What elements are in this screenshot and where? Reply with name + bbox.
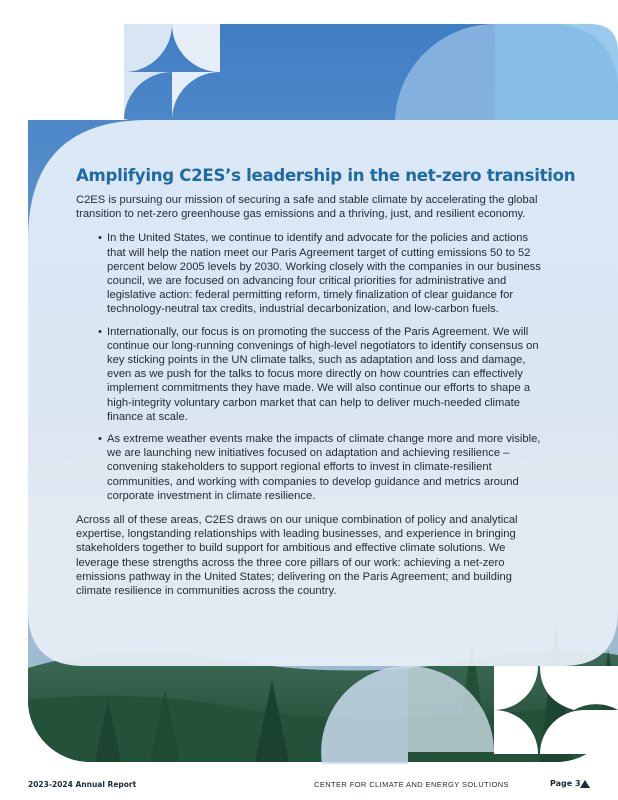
page-number: Page 3: [550, 779, 581, 788]
intro-paragraph: C2ES is pursuing our mission of securing a safe and stable climate by accelerating the global transition to net-zero greenhouse gas emissions and a thriving, just, and resilient economy.: [76, 194, 538, 221]
list-item-resilience: • As extreme weather events make the impacts of climate change more and more visible, we are launching new initiatives focused on adaptation and achieving resilience – convening stakeholders to support regional efforts to invest in climate-resilient communities, and working with companies to develop guidance and metrics around corporate investment in climate resilience.: [76, 432, 542, 503]
article-body: [76, 166, 576, 608]
footer-report-title: 2023-2024 Annual Report: [28, 780, 137, 789]
list-item-international: • Internationally, our focus is on promoting the success of the Paris Agreement. We will continue our long-running convenings of high-level negotiators to identify consensus on key sticking points in the UN climate talks, such as adaptation and loss and damage, even as we push for the talks to focus more directly on how countries can effectively implement commitments they have made. We will also continue our efforts to shape a high-integrity voluntary carbon market that can help to deliver much-needed climate finance at scale.: [76, 325, 542, 424]
priorities-list: [76, 231, 542, 503]
closing-paragraph: Across all of these areas, C2ES draws on our unique combination of policy and analytical expertise, longstanding relationships with leading businesses, and experience in bringing stakeholders together to build support for ambitious and effective climate solutions. We leverage these strengths across the three core pillars of our work: achieving a net-zero emissions pathway in the United States; delivering on the Paris Agreement; and building climate resilience in communities across the country.: [76, 514, 518, 598]
up-arrow-icon[interactable]: [580, 780, 590, 788]
footer-organization: CENTER FOR CLIMATE AND ENERGY SOLUTIONS: [314, 780, 509, 789]
section-heading: Amplifying C2ES’s leadership in the net-zero transition: [76, 166, 576, 185]
list-item-us: • In the United States, we continue to identify and advocate for the policies and actions that will help the nation meet our Paris Agreement target of cutting emissions 50 to 52 percent below 2005 levels by 2030. Working closely with the companies in our business council, we are focused on advancing four critical priorities for administrative and legislative action: federal permitting reform, timely finalization of clear guidance for technology-neutral tax credits, industrial decarbonization, and low-carbon fuels.: [76, 231, 542, 316]
